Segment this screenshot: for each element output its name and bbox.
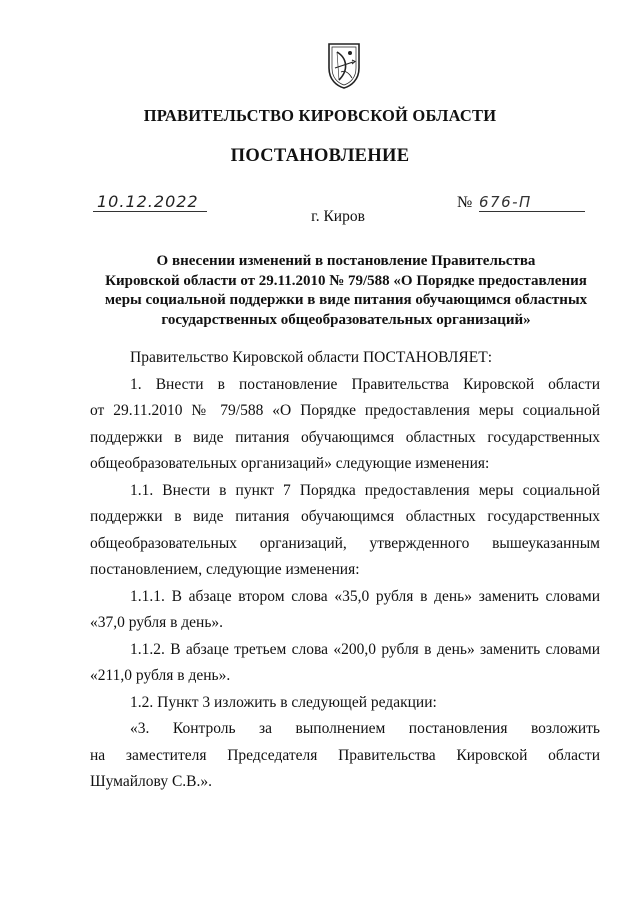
number-sign: №	[457, 194, 473, 211]
paragraph-1-1-1-line: 1.1.1. В абзаце втором слова «35,0 рубля в день» заменить словами	[130, 587, 600, 605]
preamble: Правительство Кировской области ПОСТАНОВЛЯЕТ:	[130, 349, 493, 366]
paragraph-1-line: общеобразовательных организаций» следующие изменения:	[90, 455, 490, 472]
quote-line: Шумайлову С.В.».	[90, 773, 213, 790]
subject-line: государственных общеобразовательных организаций»	[161, 311, 531, 328]
government-title: ПРАВИТЕЛЬСТВО КИРОВСКОЙ ОБЛАСТИ	[143, 106, 497, 125]
paragraph-1-1-line: 1.1. Внести в пункт 7 Порядка предоставления меры социальной	[130, 481, 600, 499]
subject-line: О внесении изменений в постановление Правительства	[156, 253, 536, 269]
paragraph-1-1-line: общеобразовательных организаций, утвержденного вышеуказанным	[90, 534, 600, 552]
document-subject	[88, 252, 604, 330]
quote-line: «3. Контроль за выполнением постановления возложить	[130, 720, 600, 737]
paragraph-1-line: от 29.11.2010 № 79/588 «О Порядке предоставления меры социальной	[90, 402, 600, 419]
city-name: г. Киров	[311, 208, 365, 225]
document-type-title: ПОСТАНОВЛЕНИЕ	[230, 146, 410, 166]
paragraph-1-line: поддержки в виде питания обучающимся областных государственных	[90, 428, 600, 446]
document-body	[90, 345, 600, 796]
document-date: 10.12.2022	[93, 193, 207, 212]
paragraph-1-1-line: поддержки в виде питания обучающимся областных государственных	[90, 508, 600, 525]
document-number: 676-П	[479, 193, 585, 212]
kirov-region-coat-of-arms-icon	[325, 40, 363, 90]
subject-line: Кировской области от 29.11.2010 № 79/588 «О Порядке предоставления	[105, 272, 587, 289]
paragraph-1-line: 1. Внести в постановление Правительства Кировской области	[130, 375, 600, 393]
quote-line: на заместителя Председателя Правительства Кировской области	[90, 746, 600, 764]
paragraph-1-2: 1.2. Пункт 3 изложить в следующей редакции:	[130, 693, 437, 711]
subject-line: меры социальной поддержки в виде питания обучающимся областных	[104, 292, 588, 308]
paragraph-1-1-2-line: 1.1.2. В абзаце третьем слова «200,0 рубля в день» заменить словами	[130, 640, 600, 658]
paragraph-1-1-1-line: «37,0 рубля в день».	[90, 614, 224, 631]
paragraph-1-1-2-line: «211,0 рубля в день».	[90, 667, 231, 684]
paragraph-1-1-line: постановлением, следующие изменения:	[90, 561, 360, 578]
